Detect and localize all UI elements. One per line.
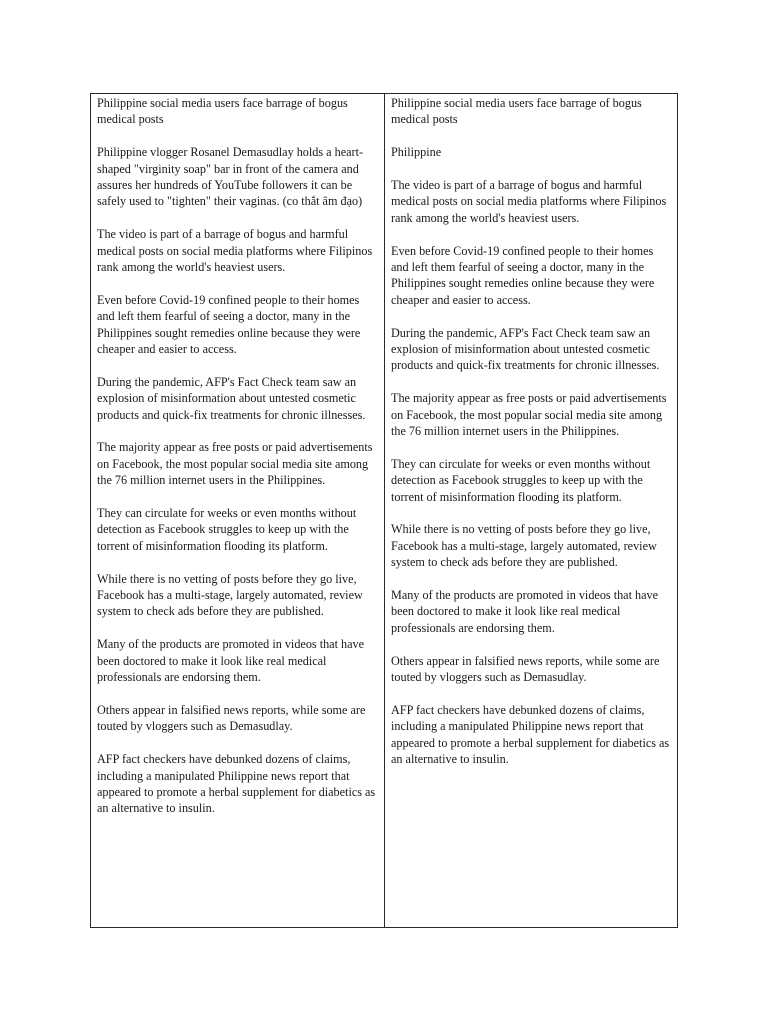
left-paragraph: The majority appear as free posts or paid advertisements on Facebook, the most popular social media site among the 76 million internet users in the Philippines. (97, 440, 373, 488)
right-paragraph: The video is part of a barrage of bogus and harmful medical posts on social media platforms where Filipinos rank among the world's heaviest users. (391, 178, 667, 225)
left-heading: Philippine social media users face barrage of bogus medical posts (97, 96, 348, 127)
right-paragraph: They can circulate for weeks or even months without detection as Facebook struggles to keep up with the torrent of misinformation flooding its platform. (391, 456, 651, 504)
right-paragraph: The majority appear as free posts or paid advertisements on Facebook, the most popular social media site among the 76 million internet users in the Philippines. (391, 391, 667, 439)
right-paragraph: During the pandemic, AFP's Fact Check team saw an explosion of misinformation about untested cosmetic products and quick-fix treatments for chronic illnesses. (391, 325, 660, 373)
right-paragraph: Many of the products are promoted in videos that have been doctored to make it look like real medical professionals are endorsing them. (391, 588, 659, 635)
left-paragraph: Many of the products are promoted in videos that have been doctored to make it look like real medical professionals are endorsing them. (97, 637, 365, 685)
right-paragraph: Others appear in falsified news reports, while some are touted by vloggers such as Demasudlay. (391, 653, 660, 685)
right-paragraph: AFP fact checkers have debunked dozens of claims, including a manipulated Philippine news report that appeared to promote a herbal supplement for diabetics as an alternative to insulin. (391, 702, 670, 767)
right-paragraph: Philippine (391, 145, 442, 160)
right-paragraph: While there is no vetting of posts before they go live, Facebook has a multi-stage, largely automated, review system to check ads before they are published. (391, 522, 657, 570)
right-column (385, 94, 677, 927)
left-paragraph: During the pandemic, AFP's Fact Check team saw an explosion of misinformation about untested cosmetic products and quick-fix treatments for chronic illnesses. (97, 374, 366, 422)
left-paragraph: They can circulate for weeks or even months without detection as Facebook struggles to keep up with the torrent of misinformation flooding its platform. (97, 506, 357, 553)
left-paragraph: While there is no vetting of posts before they go live, Facebook has a multi-stage, largely automated, review system to check ads before they are published. (97, 571, 363, 619)
right-heading: Philippine social media users face barrage of bogus medical posts (391, 96, 642, 127)
left-paragraph: The video is part of a barrage of bogus and harmful medical posts on social media platforms where Filipinos rank among the world's heaviest users. (97, 227, 373, 275)
left-paragraph: Others appear in falsified news reports, while some are touted by vloggers such as Demasudlay. (97, 702, 366, 734)
left-paragraph: Even before Covid-19 confined people to their homes and left them fearful of seeing a doctor, many in the Philippines sought remedies online because they were cheaper and easier to access. (97, 292, 361, 357)
document-table (90, 93, 678, 928)
left-column (91, 94, 385, 927)
right-paragraph: Even before Covid-19 confined people to their homes and left them fearful of seeing a doctor, many in the Philippines sought remedies online because they were cheaper and easier to access. (391, 243, 655, 307)
left-paragraph: Philippine vlogger Rosanel Demasudlay holds a heart-shaped "virginity soap" bar in front of the camera and assures her hundreds of YouTube followers it can be safely used to "tighten" their vaginas. (co thắt âm đạo) (97, 145, 364, 209)
left-paragraph: AFP fact checkers have debunked dozens of claims, including a manipulated Philippine news report that appeared to promote a herbal supplement for diabetics as an alternative to insulin. (97, 752, 376, 816)
